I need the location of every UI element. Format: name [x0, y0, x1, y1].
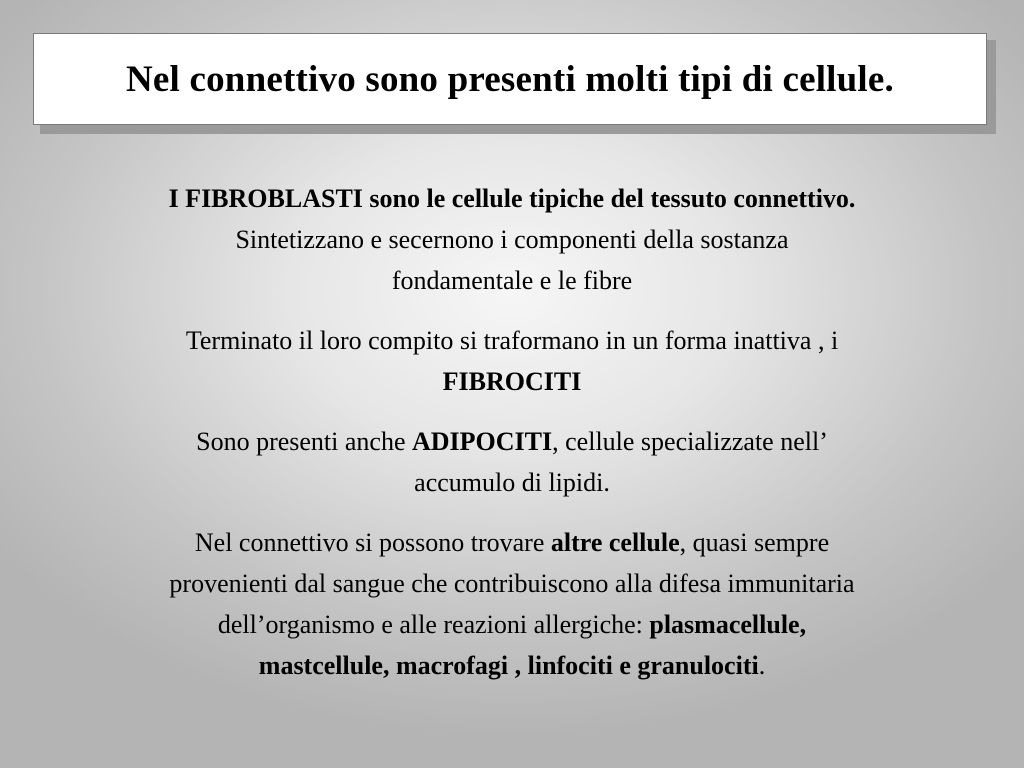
paragraph-line: Sintetizzano e secernono i componenti della sostanza [235, 225, 789, 254]
paragraph-line: Terminato il loro compito si traformano in un forma inattiva , i [185, 326, 839, 355]
term-fibrociti: FIBROCITI [442, 367, 582, 396]
paragraph-line: fondamentale e le fibre [391, 266, 633, 295]
slide-body [40, 178, 984, 705]
paragraph-text: dell’organismo e alle reazioni allergiche: [217, 610, 650, 639]
paragraph-line: provenienti dal sangue che contribuiscono alla difesa immunitaria [169, 569, 855, 598]
paragraph-text: Sono presenti anche [196, 427, 412, 456]
term-adipociti: ADIPOCITI [412, 427, 553, 456]
slide-title: Nel connettivo sono presenti molti tipi di cellule. [126, 58, 894, 100]
paragraph-text: Nel connettivo si possono trovare [194, 528, 551, 557]
term-plasmacellule: plasmacellule, [649, 610, 807, 639]
term-cell-list: mastcellule, macrofagi , linfociti e granulociti [258, 651, 759, 680]
paragraph-text: , cellule specializzate nell’ [552, 427, 828, 456]
paragraph-fibrociti [40, 320, 984, 402]
paragraph-fibroblasti [40, 178, 984, 301]
paragraph-altre-cellule [40, 522, 984, 686]
term-altre-cellule: altre cellule [550, 528, 680, 557]
paragraph-line: I FIBROBLASTI sono le cellule tipiche del tessuto connettivo. [168, 184, 856, 213]
title-box [33, 33, 987, 125]
paragraph-adipociti [40, 421, 984, 503]
paragraph-text: . [758, 651, 766, 680]
paragraph-text: , quasi sempre [679, 528, 830, 557]
paragraph-line: accumulo di lipidi. [414, 468, 610, 497]
